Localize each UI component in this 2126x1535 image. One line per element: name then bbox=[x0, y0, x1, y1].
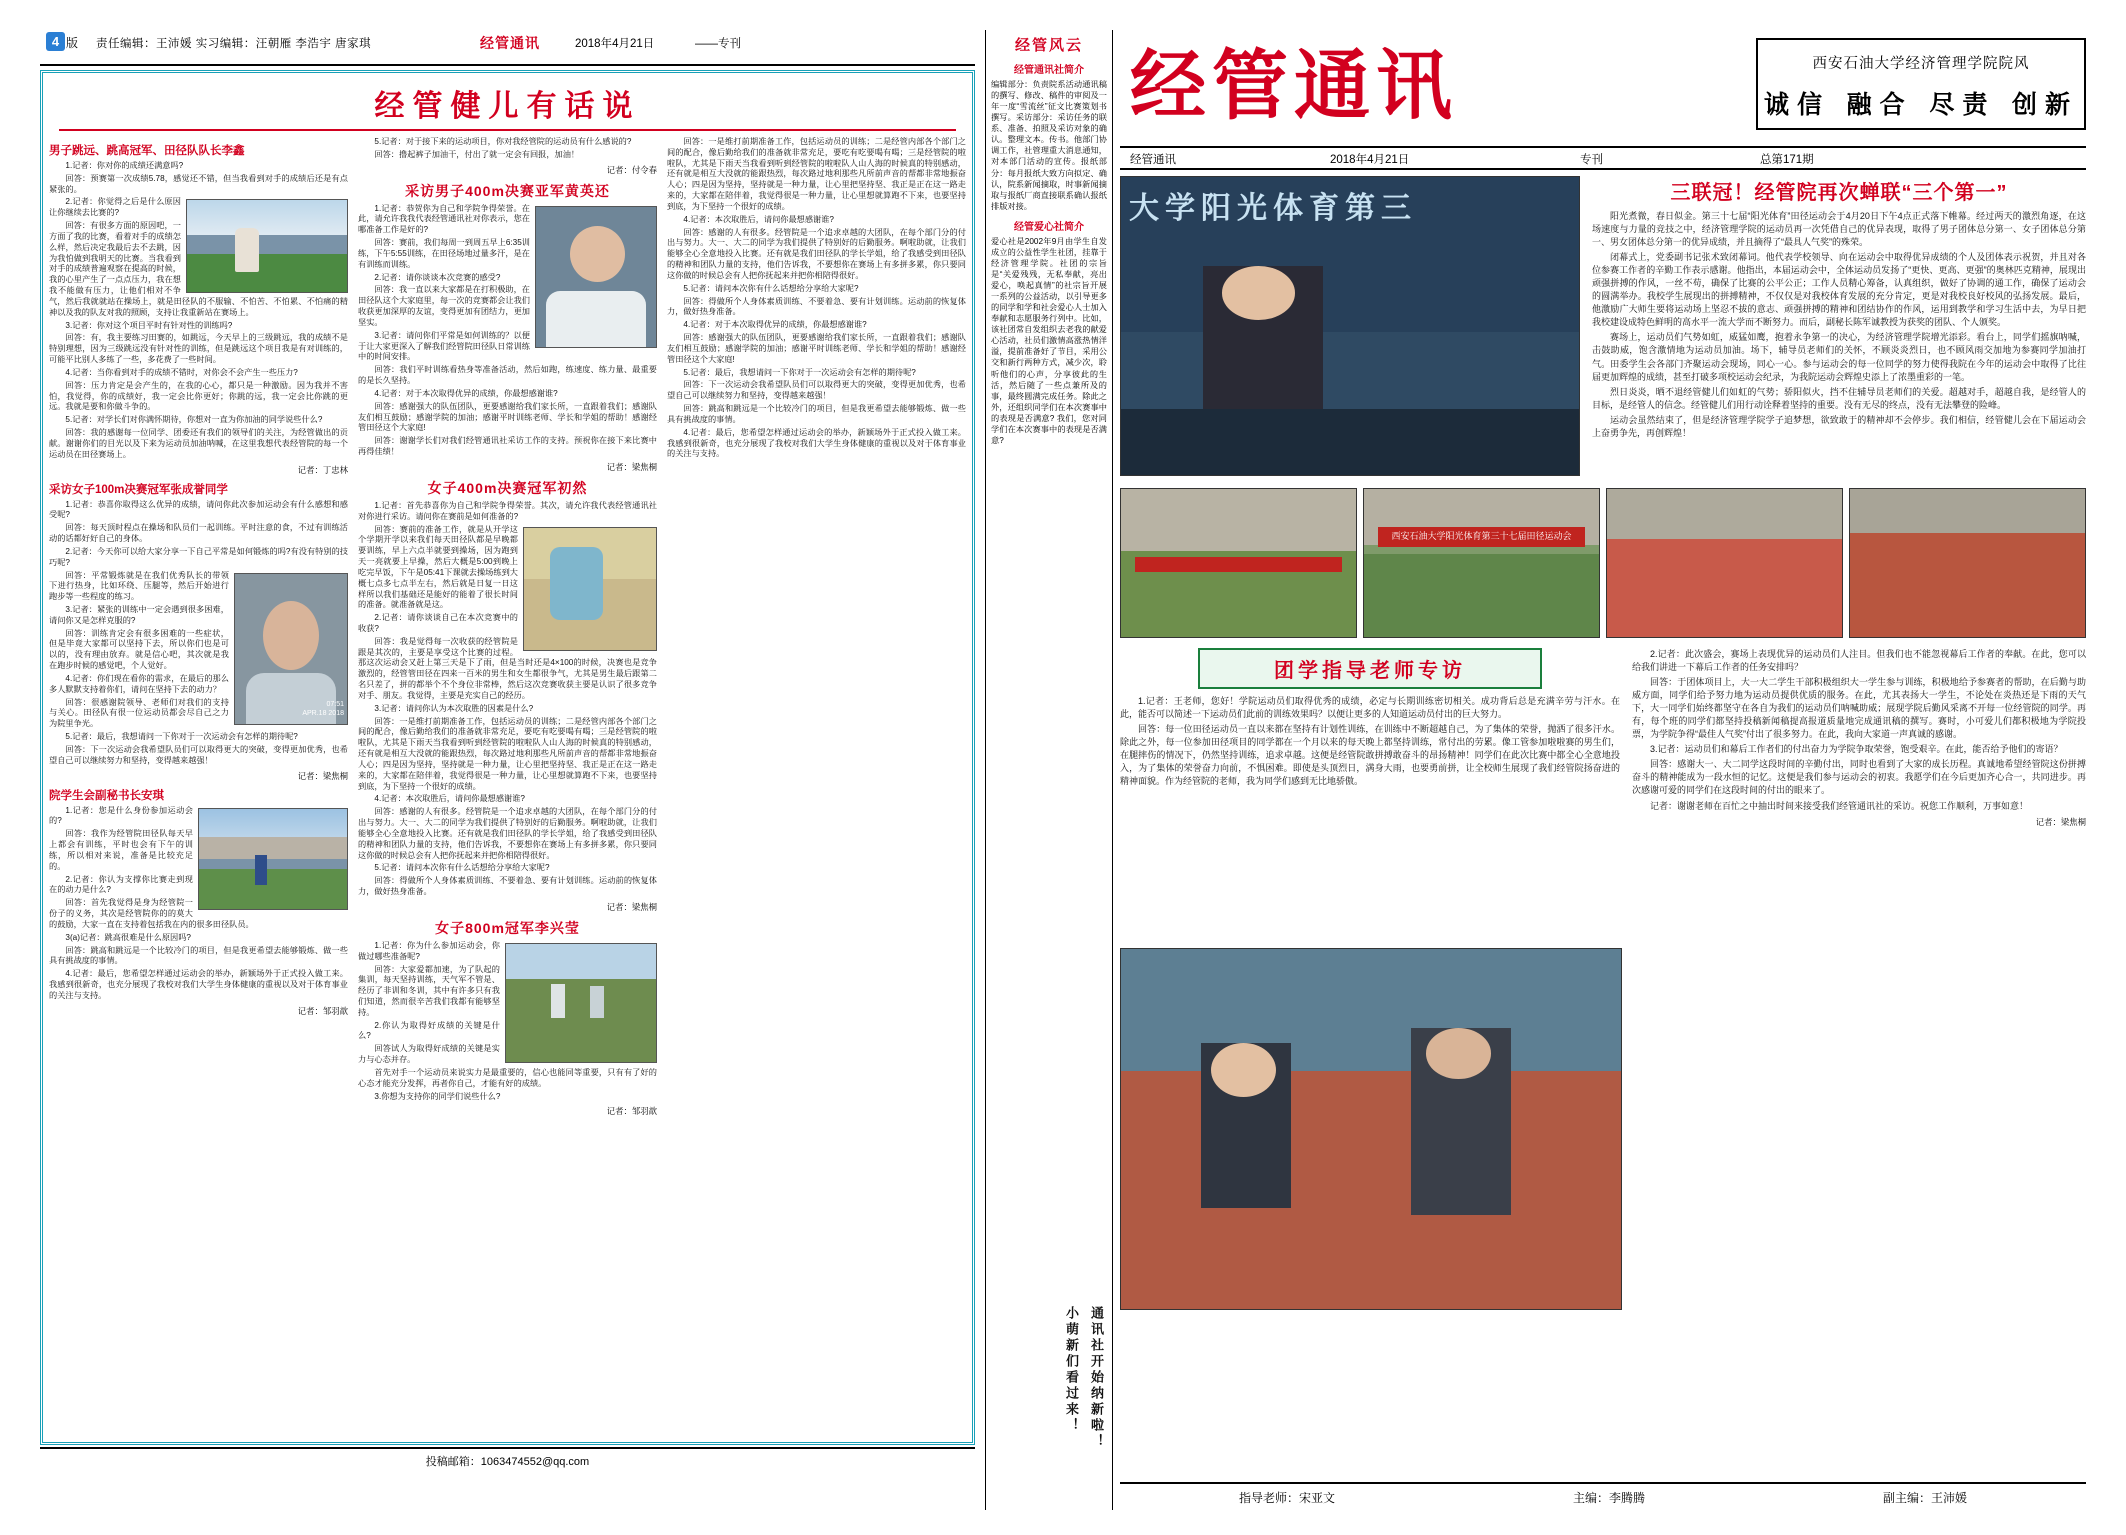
photo-strip bbox=[1120, 488, 2086, 638]
para: 回答：预赛第一次成绩5.78，感觉还不错，但当我看到对手的成绩后还是有点紧张的。 bbox=[49, 173, 348, 194]
lead-body bbox=[1592, 210, 2086, 440]
para: 5.记者：请问本次你有什么话想给分享给大家呢? bbox=[374, 863, 550, 873]
para: 2.记者：你觉得之后是什么原因让你继续去比赛的? bbox=[49, 197, 181, 218]
hero-caption: 大学阳光体育第三 bbox=[1129, 192, 1417, 225]
para: 回答：赛前的准备工作，就是从开学这个学期开学以来我们每天田径队都是早晚都要训练，早上六点半就要到操场，因为跑到天一亮就要上早操，然后大概是5:00到晚上吃完早饭，下午是05:41下课就去操场练到大概七点多七点半左右，然后就是日复一日这样所以我们基础还是能好的能着了很长时间的准备。就准备就是这。 bbox=[358, 524, 518, 610]
para: 5.记者：请问本次你有什么话想给分享给大家呢? bbox=[683, 283, 859, 293]
para: 2.你认为取得好成绩的关键是什么? bbox=[358, 1020, 500, 1041]
article-photo bbox=[523, 527, 657, 651]
article-body bbox=[358, 501, 657, 898]
para: 5.记者：最后，我想请问一下你对于一次运动会有怎样的期待呢? bbox=[683, 367, 916, 377]
left-column-1 bbox=[49, 137, 348, 1119]
para: 烈日炎炎，晒不退经管健儿们如虹的气势；骄阳似火，挡不住辅导员老师们的关爱。超越对手，超越自我，是经管人的目标，是经管人的信念。经管健儿们用行动诠释着坚持的重要。没有无尽的终点，没有无法攀登的险峰。 bbox=[1592, 386, 2086, 410]
para: 回答：谢谢学长们对我们经管通讯社采访工作的支持。预祝你在接下来比赛中再得佳绩！ bbox=[358, 436, 657, 457]
para: 1.记者：你对你的成绩还满意吗? bbox=[65, 161, 184, 170]
para: 运动会虽然结束了，但是经济管理学院学子追梦想，欲致敢于的精神却不会停步。我们相信，经管健儿会在下届运动会上奋勇争先，再创辉煌！ bbox=[1592, 414, 2086, 438]
para: 回答：每一位田径运动员一直以来都在坚持有计划性训练，在训练中不断超越自己，为了集体的荣誉，抛洒了很多汗水。除此之外，每一位参加田径项目的同学都在一个月以来的每天晚上都坚持训练，常付出的劳累。像工管参加啦啦赛的男生们，在腿摔伤的情况下，仍然坚持训练，追求卓越。这便是经管院敢拼搏敢奋斗的昂扬精神！同学们在此次比赛中都全心全意地投入，为了集体的荣誉奋力向前，不惧困难。即使是头顶烈日，满身大雨，也要勇前拼，让全校师生展现了我们经管院扬奋进的精神面貌。作为经管院的老师，我为同学们感到无比地骄傲。 bbox=[1120, 724, 1620, 787]
left-page-body bbox=[40, 70, 975, 1445]
para: 1.记者：恭喜你取得这么优异的成绩，请问你此次参加运动会有什么感想和感受呢? bbox=[49, 499, 348, 520]
article-signature: 记者：梁焦桐 bbox=[606, 901, 657, 912]
article-title: 女子800m冠军李兴莹 bbox=[435, 919, 580, 936]
footer-editor: 主编：李腾腾 bbox=[1572, 1491, 1645, 1505]
issue-date: 2018年4月21日 bbox=[575, 38, 655, 50]
para: 回答：感谢强大的队伍团队，更要感谢给我们家长所，一直跟着我们；感谢队友们相互鼓励；感谢学院的加油；感谢平时训练老师、学长和学姐的帮助！感谢经管田径这个大家庭! bbox=[667, 333, 966, 364]
editor-credits: 责任编辑：王沛媛 实习编辑：汪朝雁 李浩宇 唐家琪 bbox=[96, 38, 372, 50]
para: 3.记者：紧张的训练中一定会遇到很多困难，请问你又是怎样克服的? bbox=[49, 604, 229, 625]
interview-article bbox=[1120, 648, 1620, 790]
article-title: 采访女子100m决赛冠军张成誉同学 bbox=[49, 483, 228, 496]
left-column-3 bbox=[667, 137, 966, 1119]
strip-section-text: 爱心社是2002年9月由学生自发成立的公益性学生社团，挂靠于经济管理学院。社团的宗旨是“关爱残残，无私奉献，亮出爱心，唤起真情”的社宗旨开展一系列的公益活动，以引导更多的同学和学和社会爱心人士加入奉献和志愿服务行列中。比如，该社团常自发组织去老我的献爱心活动，社员们激情高涨热情洋溢，提前准备好了节目，采用公交和新行两种方式，减少次，聆听他们的心声，分享彼此的生活，然后随了一些点兼所及的事，最终圆满完成任务。除此之外，还组织同学们在本次赛事中的表现是否满意? 我们，您对同学们在本次赛事中的表现是否满意? bbox=[991, 236, 1107, 445]
footer-deputy: 副主编：王沛媛 bbox=[1882, 1491, 1967, 1505]
article-photo bbox=[505, 943, 657, 1063]
para: 回答：大家爱都加速，为了队起的集训，每天坚持训练，天气军不管是、经历了非训和冬训，其中有许多只有我们知道，然而很辛苦我们我都有能够坚持。 bbox=[358, 964, 500, 1017]
lead-headline: 三联冠！经管院再次蝉联“三个第一” bbox=[1670, 182, 2008, 204]
masthead-small: 经管通讯 bbox=[480, 35, 540, 51]
recruiting-line-2: 小萌新们看过来！ bbox=[1064, 1306, 1079, 1434]
article-signature: 记者：梁焦桐 bbox=[606, 461, 657, 472]
para: 回答：得做所个人身体素质训练、不要着急、要有计划训练。运动前的恢复体力，做好热身准备。 bbox=[667, 296, 966, 317]
para: 闭幕式上，党委副书记张术致闭幕词。他代表学校领导、向在运动会中取得优异成绩的个人及团体表示祝贺，并且对各位参赛工作者的辛勤工作表示感谢。他指出，本届运动会中，全体运动员发扬了“更快、更高、更强”的奥林匹克精神，展现出顽强拼搏的作风，一丝不苟，确保了比赛的公平公正；工作人员精心筹备，认真组织，做好了协调的通工作，确保了运动会的圆满举办。我校学生展现出的拼搏精神，不仅仅是对我校体育发展的充分肯定，更是对我校良好校风的弘扬发展。最后，他激励广大师生要将运动场上坚忍不拔的意志、顽强拼搏的精神和团结协作的作风，运用到教学和学习生活中去，为早日把我校建设成特色鲜明的高水平一流大学而不断努力。而后，副秘长陈军诚教授为获奖的团队、个人颁奖。 bbox=[1592, 252, 2086, 328]
article-body-continued bbox=[667, 137, 966, 460]
school-line: 西安石油大学经济管理学院院风 bbox=[1812, 56, 2030, 72]
para: 回答：很感谢院领导、老师们对我们的支持与关心。田径队有很一位运动员都会尽自己之力为院里争光。 bbox=[49, 697, 229, 729]
special-label: ——专刊 bbox=[695, 38, 741, 50]
article-signature: 记者：邹羽歆 bbox=[606, 1106, 657, 1117]
para: 5.记者：最后，我想请问一下你对于一次运动会有怎样的期待呢? bbox=[65, 732, 298, 742]
para: 4.记者：当你看到对手的成绩不错时，对你会不会产生一些压力? bbox=[65, 367, 298, 377]
para: 4.记者：对于本次取得优异的成绩，你最想感谢谁? bbox=[683, 320, 867, 330]
para: 3(a)记者：跳高很难是什么原因吗? bbox=[65, 932, 191, 942]
para: 回答：于团体项目上，大一大二学生干部积极组织大一学生参与训练，积极地给予参赛者的帮助，在后勤与助威方面，同学们给予努力地为运动员提供优质的服务。在此，尤其表扬大一学生，不论处在炎热还是下雨的天气下，大一同学们始终都坚守在各自为我们的运动员们呐喊助威；展现学院后勤风采离不开每一位经管院的同学。再有，每个班的同学们都坚持投稿新闻稿提高报道质量地完成通讯稿的撰写。赛时，小可爱儿们都积极地为学院投票，为学院争得“最佳人气奖”付出了很多努力。在此，我向大家道一声真诚的感谢。 bbox=[1632, 677, 2086, 740]
meta-issue: 总第171期 bbox=[1760, 154, 1814, 166]
left-page-footer: 投稿邮箱：1063474552@qq.com bbox=[40, 1447, 975, 1469]
article-body bbox=[358, 941, 657, 1103]
article-title: 男子跳远、跳高冠军、田径队队长李鑫 bbox=[49, 145, 245, 157]
para: 3.记者：请问你们平常是如何训练的？以便于让大家更深入了解我们经管院田径队日常训练中的时间安排。 bbox=[358, 330, 530, 362]
para: 回答：感谢的人有很多。经管院是一个追求卓越的大团队，在每个部门分的付出与努力。大一、大二的同学为我们提供了特别好的后勤服务。啊啦助就，让我们能够全心全意地投入比赛。还有就是我们田径队的学长学姐，给了我感受到田径队的精神和团队力量的支持，他们告诉我，不要想你在赛场上有多拼多累，你只要同这你做的时候总会有人把你抚起来并把你相陪得很好。 bbox=[358, 807, 657, 860]
article-title: 采访男子400m决赛亚军黄英还 bbox=[405, 182, 610, 199]
para: 首先对手一个运动员来说实力是最重要的，信心也能同等重要，只有有了好的心态才能充分发挥，再者你自己，才能有好的成绩。 bbox=[358, 1067, 657, 1088]
para: 3.记者：运动员们和幕后工作者们的付出奋力为学院争取荣誉，饱受艰辛。在此，能否给予他们的寄语？ bbox=[1650, 744, 2063, 755]
para: 回答：一是维打前期准备工作，包括运动员的训练；二是经管内部各个部门之间的配合，像后勤给我们的准备就非常充足，要吃有吃要喝有喝；三是经管院的啦啦队，尤其是下雨天当我看到听到经管院的啦啦队人山人海的时候真的特别感动，还有就是相互大没就的能跟热烈，每次路过地利那些凡所前声音的帮都非常地振奋人心；四是因为坚持，坚持就是一种力量，让心里把坚持坚、我正是正在这一路走来的，大家都在陪伴着，我觉得很是一种力量，让心里想就算跑不下来，也要坚持到底，为下坚持一个很好的成绩。 bbox=[358, 716, 657, 791]
article-photo bbox=[198, 808, 348, 910]
para: 回答试人为取得好成绩的关键是实力与心态并存。 bbox=[358, 1044, 500, 1065]
strip-photo-1 bbox=[1120, 488, 1357, 638]
portrait-photo: 07:51 APR.18 2018 bbox=[234, 573, 348, 725]
strip-title: 经管风云 bbox=[1014, 37, 1083, 54]
para: 4.记者：最后，您希望怎样通过运动会的举办，新颖场外于正式投入做工来。我感到很新奇，也充分展现了我校对我们大学生身体健康的重视以及对于体育事业的关注与支持。 bbox=[667, 427, 966, 459]
para: 2.记者：请你谈谈自己在本次竞赛中的收获? bbox=[358, 613, 518, 633]
para: 1.记者：王老师，您好！学院运动员们取得优秀的成绩，必定与长期训练密切相关。成功背后总是充满辛劳与汗水。在此，能否可以简述一下运动员们此前的训练效果吗？以便让更多的人知道运动员付出的巨大努力。 bbox=[1120, 696, 1620, 720]
headline-rule bbox=[59, 129, 956, 131]
para: 回答：感谢的人有很多。经管院是一个追求卓越的大团队，在每个部门分的付出与努力。大一、大二的同学为我们提供了特别好的后勤服务。啊啦助就，让我们能够全心全意地投入比赛。还有就是我们田径队的学长学姐，给了我感受到田径队的精神和团队力量的支持，他们告诉我，不要想你在赛场上有多拼多累，你只要同这你做的时候总会有人把你抚起来并把你相陪得很好。 bbox=[667, 227, 966, 280]
left-page bbox=[40, 30, 975, 1510]
para: 回答：下一次运动会我希望队员们可以取得更大的突破，变得更加优秀，也希望自己可以继续努力和坚持，变得越来越强！ bbox=[667, 380, 966, 401]
left-page-headline: 经管健儿有话说 bbox=[374, 89, 641, 124]
article-body bbox=[49, 806, 348, 1002]
para: 2.记者：你认为支撑你比赛走到现在的动力是什么? bbox=[49, 874, 193, 895]
para: 4.记者：你们现在看你的需求，在最后的那么多人默默支持着你们，请问在坚持下去的动力？ bbox=[49, 673, 229, 694]
article-body bbox=[358, 137, 657, 161]
left-page-topbar bbox=[40, 30, 975, 66]
para: 回答：训练肯定会有很多困难的一些症状，但是毕竟大家都可以坚持下去，所以你们也是可以的，没有理由放弃。就是信心吧，其次就是我在跑步时候的感觉吧，个人觉好。 bbox=[49, 628, 229, 671]
para: 回答：压力肯定是会产生的，在我的心心，都只是一种激励。因为我并不害怕，我觉得，你的成绩好，我一定会比你更好；你跳的远，我一定会比你跳的更远。我就是要和你做斗争的。 bbox=[49, 380, 348, 412]
para: 回答：得做所个人身体素质训练、不要着急、要有计划训练。运动前的恢复体力，做好热身准备。 bbox=[358, 876, 657, 897]
para: 3.记者：你对这个项目平时有针对性的训练吗? bbox=[65, 320, 233, 330]
para: 1.记者：恭贺你为自己和学院争得荣誉。在此，请允许我我代表经管通讯社对你表示，您在哪准备工作是好的? bbox=[358, 203, 530, 235]
interview-photo bbox=[1120, 948, 1622, 1310]
right-page-body bbox=[1120, 176, 2086, 1506]
para: 1.记者：您是什么身份参加运动会的? bbox=[49, 805, 193, 826]
para: 回答：我们平时训练看热身等准备活动，然后如跑，练速度、练力量、最重要的是长久坚持。 bbox=[358, 365, 657, 386]
para: 回答：一是维打前期准备工作，包括运动员的训练；二是经管内部各个部门之间的配合，像后勤给我们的准备就非常充足，要吃有吃要喝有喝；三是经管院的啦啦队，尤其是下雨天当我看到听到经管院的啦啦队人山人海的时候真的特别感动，还有就是相互大没就的能跟热烈，每次路过地利那些凡所前声音的帮都非常地振奋人心；四是因为坚持，坚持就是一种力量，让心里把坚持坚、我正是正在这一路走来的，大家都在陪伴着，我觉得很是一种力量，让心里想就算跑不下来，也要坚持到底，为下坚持一个很好的成绩。 bbox=[667, 137, 966, 211]
para: 回答：感谢大一、大二同学这段时间的辛勤付出，同时也看到了大家的成长历程。真诚地希望经管院这份拼搏奋斗的精神能成为一段水恒的记忆。这便是我们参与运动会的初衷。我愿学们在今后更加齐心合一，共同进步。再次感谢可爱的同学们在这段时间的付出的眼来了。 bbox=[1632, 759, 2086, 796]
para: 1.记者：首先恭喜你为自己和学院争得荣誉。其次，请允许我代表经管通讯社对你进行采访。请问你在赛前是如何准备的? bbox=[358, 500, 657, 521]
para: 回答：我一直以来大家都是在打积极助，在田径队这个大家庭里，每一次的竞赛都会让我们收获更加深厚的友谊，变得更加有团结力，更加坚实。 bbox=[358, 285, 530, 327]
lead-article bbox=[1592, 176, 2086, 442]
meta-date: 2018年4月21日 bbox=[1330, 154, 1410, 166]
article-body bbox=[49, 161, 348, 461]
page-number-label: 版 bbox=[66, 36, 79, 50]
strip-section-heading: 经管爱心社简介 bbox=[1014, 221, 1084, 233]
para: 4.记者：对于本次取得优异的成绩，你最想感谢谁? bbox=[374, 388, 558, 398]
article-signature: 记者：丁忠林 bbox=[297, 464, 348, 475]
interview-body bbox=[1120, 695, 1620, 788]
middle-strip bbox=[985, 30, 1113, 1510]
strip-photo-3 bbox=[1606, 488, 1843, 638]
para: 回答：赛前，我们每周一到周五早上6:35训练，下午5:55训练，在田径场地过量多汗，是在有训练而训练。 bbox=[358, 238, 530, 269]
left-column-2 bbox=[358, 137, 657, 1119]
para: 3.记者：请问你认为本次取胜的因素是什么? bbox=[374, 703, 534, 713]
para: 5.记者：对于接下来的运动项目，你对我经管院的运动员有什么感说的? bbox=[374, 137, 632, 146]
para: 5.记者：对学长们对你满怀期待，你想对一直为你加油的同学说些什么? bbox=[65, 415, 323, 425]
para: 2.记者：请你谈谈本次竞赛的感受? bbox=[374, 272, 501, 282]
para: 4.记者：最后，您希望怎样通过运动会的举办，新颖场外于正式投入做工来。我感到很新奇，也充分展现了我校对我们大学生身体健康的重视以及对于体育事业的关注与支持。 bbox=[49, 969, 348, 1000]
para: 回答：平常锻炼就是在我们优秀队长的带领下进行热身，比如环绕、压腿等，然后开始进行跑步等一些程度的练习。 bbox=[49, 570, 229, 602]
para: 2.记者：此次盛会，赛场上表现优异的运动员们人注目。但我们也不能忽视幕后工作者的奉献。在此，您可以给我们讲进一下幕后工作者的任务安排吗？ bbox=[1632, 649, 2086, 673]
motto: 诚信 融合 尽责 创新 bbox=[1763, 90, 2079, 119]
right-page bbox=[1120, 30, 2086, 1510]
article-photo bbox=[186, 199, 348, 293]
para: 赛场上，运动员们气势如虹，威猛如鹰，抱着永争第一的决心，为经济管理学院增光添彩。看台上，同学们摇旗呐喊，击鼓助威，饱含激情地为运动员加油。场下，辅导员老师们的关怀，不顾炎炎烈日，也不顾风雨交加地为参赛同学加油打气。田委学生会各部门齐聚运动会现场，同心一心。参与运动会的每一位同学的努力使得我院在今年的运动会中取得了比往届更加辉煌的成绩，甚至打破多项校运动会纪录，为我院运动会辉煌史添上了浓墨重彩的一笔。 bbox=[1592, 332, 2086, 382]
right-page-footer bbox=[1120, 1482, 2086, 1506]
article-signature: 记者：梁焦桐 bbox=[297, 770, 348, 781]
para: 4.记者：本次取胜后，请问你最想感谢谁? bbox=[683, 214, 834, 224]
article-body bbox=[49, 500, 348, 767]
para: 2.记者：今天你可以给大家分享一下自己平常是如何锻炼的吗?有没有特别的技巧呢? bbox=[49, 546, 348, 567]
article-title: 女子400m决赛冠军初然 bbox=[427, 479, 588, 496]
para: 回答：首先我觉得是身为经管院一份子的义务，其次是经管院你的的莫大的鼓励，大家一直在支持着包括我在内的很多田径队员。 bbox=[49, 898, 254, 929]
recruiting-line-1: 通讯社开始纳新啦！ bbox=[1089, 1306, 1104, 1450]
interview-column-2 bbox=[1632, 648, 2086, 830]
page-number-badge: 4 bbox=[46, 32, 65, 51]
para: 回答：跳高和跳远是一个比较冷门的项目，但是我更希望去能够锻炼、做一些具有挑战度的事情。 bbox=[667, 404, 966, 424]
para: 回答：有很多方面的原因吧，一方面了我的比赛，看着对手的成绩怎么样，然后决定我最后去不去跳，因为我怕做到我明天的比赛。当我看到对手的成绩普遍观察在提高的时候，我的心里产生了一点点压力，我在想我不能做有压力，让他们相对不争气，然后我就就站在操场上，就是田径队的不服输、不怕苦、不怕累、不怕痛的精神以及我的队友对我的照顾，支持让我重新站在赛场上。 bbox=[49, 221, 348, 317]
para: 回答：我是觉得每一次收获的经管院是跟是其次的，主要是享受这个比赛的过程。那这次运动会又赶上第三天是下了雨，但是当时还是4×100的时候，决赛也是竞争激烈的，经管管田径在四来一百米的男生和女生都很争气，尤其是男生最后跟第二名只差了，拼的都举个不个身位非常棒，然后这次竞赛收获主要是认识了很多竞争对手、朋友。我觉得，主要是充实自己的经历。 bbox=[358, 636, 657, 700]
article-body bbox=[358, 204, 657, 458]
para: 回答：我作为经管院田径队每天早上都会有训练，平时也会有下午的训练，所以相对来说，准备是比较充足的。 bbox=[49, 829, 193, 871]
interview-headline: 团学指导老师专访 bbox=[1198, 648, 1542, 689]
strip-section-heading: 经管通讯社简介 bbox=[1014, 65, 1084, 76]
interview-body-continued bbox=[1632, 648, 2086, 813]
nameplate bbox=[1120, 30, 2086, 142]
hero-photo bbox=[1120, 176, 1580, 476]
article-signature: 记者：邹羽歆 bbox=[297, 1005, 348, 1016]
para: 回答：有，我主要练习田赛的，如跳远，今天早上的三级跳远，我的成绩不是特别理想，因为三级跳远没有针对性的训练，但是跳远这个项目我是有对训练的，可能平比别人多练了一些，多花费了一些时间。 bbox=[49, 333, 348, 365]
para: 记者：谢谢老师在百忙之中抽出时间来接受我们经管通讯社的采访。祝您工作顺利，万事如意！ bbox=[1650, 800, 2029, 811]
strip-photo-2 bbox=[1363, 488, 1600, 638]
portrait-photo bbox=[535, 206, 657, 348]
para: 回答：下一次运动会我希望队员们可以取得更大的突破，变得更加优秀，也希望自己可以继续努力和坚持，变得越来越强！ bbox=[49, 744, 348, 765]
recruiting-note bbox=[994, 1306, 1106, 1496]
strip-section-text: 编辑部分：负责院系活动通讯稿的撰写、修改、稿件的审阅及一年一度“雪流丝”征文比赛策划书撰写。采访部分：采访任务的联系、准备、拍照及采访对象的确认。整理文本。传书。他部门协调工作，社管理重大消息通知，对本部门活动的宣传。报纸部分：每月报纸大致方向拟定、确认，院系新闻摘取，时事新闻摘取与报纸厂商直接联系确认报纸排版对接。 bbox=[991, 80, 1107, 211]
nameplate-meta bbox=[1120, 146, 2086, 170]
footer-advisor: 指导老师：宋亚文 bbox=[1238, 1491, 1335, 1505]
strip-photo-4 bbox=[1849, 488, 2086, 638]
para: 阳光煮微，春日似金。第三十七届“阳光体育”田径运动会于4月20日下午4点正式落下帷幕。经过两天的激烈角逐，在这场速度与力量的竞技之中，经济管理学院的运动员再一次凭借自己的优异表现，取得了男子团体总分第一、女子团体总分第一、男女团体总分第一的优异成绩，并且摘得了“最具人气奖”的殊荣。 bbox=[1592, 211, 2086, 248]
para: 回答：跳高和跳远是一个比较冷门的项目，但是我更希望去能够锻炼、做一些具有挑战度的事情。 bbox=[49, 945, 348, 966]
para: 回答：感谢强大的队伍团队，更要感谢给我们家长所，一直跟着我们；感谢队友们相互鼓励；感谢学院的加油；感谢平时训练老师、学长和学姐的帮助！感谢经管田径这个大家庭! bbox=[358, 401, 657, 433]
newspaper-title: 经管通讯 bbox=[1130, 41, 1458, 130]
article-title: 院学生会副秘书长安琪 bbox=[49, 789, 164, 802]
article-signature: 记者：付令春 bbox=[606, 164, 657, 175]
para: 3.你想为支持你的同学们说些什么? bbox=[374, 1091, 501, 1101]
para: 回答：撸起裤子加油干，付出了就一定会有回报，加油！ bbox=[374, 149, 580, 159]
meta-paper: 经管通讯 bbox=[1130, 154, 1176, 166]
nameplate-box bbox=[1756, 38, 2086, 130]
para: 回答：每天顶时程点在操场和队员们一起训练。平时注意的食，不过有训练活动的话都好好自己的身体。 bbox=[49, 523, 348, 544]
para: 1.记者：你为什么参加运动会，你做过哪些准备呢? bbox=[358, 940, 500, 961]
para: 回答：我的感谢每一位同学、团委还有我们的领导们的关注，为经管做出的贡献。谢谢你们的目光以及下来为运动员加油呐喊，在这里我想代表经管院的每一个运动员在田径赛场上。 bbox=[49, 428, 348, 459]
strip-banner: 西安石油大学阳光体育第三十七届田径运动会 bbox=[1378, 527, 1585, 546]
interview-signature: 记者：梁焦桐 bbox=[2035, 816, 2086, 827]
para: 4.记者：本次取胜后，请问你最想感谢谁? bbox=[374, 794, 525, 804]
meta-special: 专刊 bbox=[1580, 154, 1603, 166]
